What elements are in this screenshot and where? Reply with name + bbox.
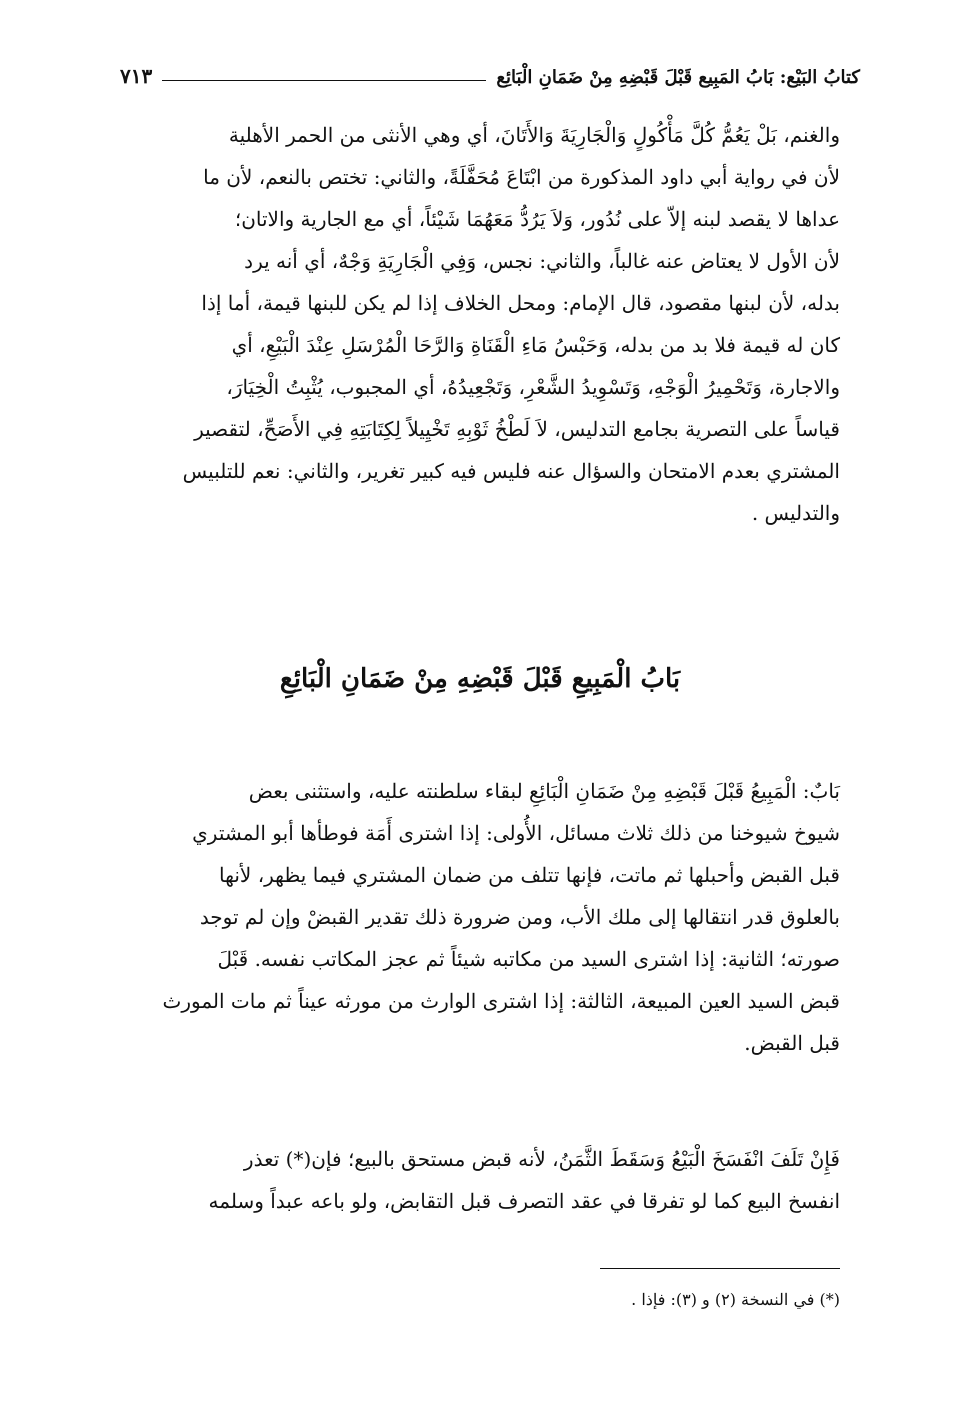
text-line: والتدليس . bbox=[751, 501, 840, 525]
text-line: قبل القبض وأحبلها ثم ماتت، فإنها تتلف من ضمان المشتري فيما يظهر، لأنها bbox=[219, 863, 840, 887]
text-line: بالعلوق قدر انتقالها إلى ملك الأب، ومن ضرورة ذلك تقدير القبضْ وإن لم توجد bbox=[199, 905, 840, 929]
text-line: لأن في رواية أبي داود المذكورة من ابْتَاعَ مُحَفَّلَةً، والثاني: تختص بالنعم، لأن ما bbox=[203, 165, 840, 189]
text-line: بَابٌ: الْمَبِيعُ قَبْلَ قَبْضِهِ مِنْ ضَمَانِ الْبَائِعِ لبقاء سلطنته عليه، واستثنى بعض bbox=[248, 779, 840, 803]
header-rule bbox=[162, 80, 486, 81]
text-line: قياساً على التصرية بجامع التدليس، لاَ لَطْخُ ثَوْبِهِ تَخْيِيلاً لِكِتَابَتِهِ فِي الأَصَحِّ، لتقصير bbox=[194, 417, 840, 441]
footnote-rule bbox=[600, 1268, 840, 1269]
paragraph-commentary bbox=[120, 114, 840, 534]
text-line: انفسخ البيع كما لو تفرقا في عقد التصرف قبل التقابض، ولو باعه عبداً وسلمه bbox=[208, 1189, 840, 1213]
text-line: والغنم، بَلْ يَعُمُّ كُلَّ مَأْكُولٍ وَالْجَارِيَةَ وَالأَتَانَ، أي وهي الأنثى من الحمر الأهلية bbox=[228, 123, 840, 147]
text-line: قبض السيد العين المبيعة، الثالثة: إذا اشترى الوارث من مورثه عيناً ثم مات المورث bbox=[162, 989, 840, 1013]
text-line: كان له قيمة فلا بد من بدله، وَحَبْسُ مَاءِ الْقَنَاةِ وَالرَّحَا الْمُرْسَلِ عِنْدَ الْبَيْعِ، أي bbox=[231, 333, 840, 357]
text-line: بدله، لأن لبنها مقصود، قال الإمام: ومحل الخلاف إذا لم يكن للبنها قيمة، أما إذا bbox=[201, 291, 840, 315]
text-line: صورته؛ الثانية: إذا اشترى السيد من مكاتبه شيئاً ثم عجز المكاتب نفسه. قَبْلَ bbox=[217, 947, 840, 971]
text-line: لأن الأول لا يعتاض عنه غالباً، والثاني: نجس، وَفِي الْجَارِيَةِ وَجْهٌ، أي أنه يرد bbox=[244, 249, 840, 273]
text-line: عداها لا يقصد لبنه إلاّ على نُدُور، وَلاَ يَرُدُّ مَعَهُمَا شَيْئاً، أي مع الجارية والاتان؛ bbox=[234, 207, 840, 231]
text-line: شيوخ شيوخنا من ذلك ثلاث مسائل، الأُولى: إذا اشترى أَمَة فوطأها أبو المشتري bbox=[192, 821, 840, 845]
section-heading: بَابُ الْمَبِيعِ قَبْلَ قَبْضِهِ مِنْ ضَمَانِ الْبَائِعِ bbox=[279, 664, 681, 694]
text-line: المشتري بعدم الامتحان والسؤال عنه فليس فيه كبير تغرير، والثاني: نعم للتلبيس bbox=[182, 459, 840, 483]
text-line: والاجارة، وَتَحْمِيرُ الْوَجْهِ، وَتَسْوِيدُ الشَّعْرِ، وَتَجْعِيدُهُ، أي المجبوب، يُثْبِتُ الْخِيَارَ، bbox=[226, 375, 840, 399]
paragraph-continuation bbox=[120, 1138, 840, 1222]
running-title: كتابُ البَيْع: بَابُ المَبِيع قَبْلَ قَبْضِهِ مِنْ ضَمَانِ الْبَائِع bbox=[496, 67, 860, 88]
text-line: قبل القبض. bbox=[744, 1031, 840, 1055]
paragraph-chapter-opening bbox=[120, 770, 840, 1064]
page-number: ٧١٣ bbox=[120, 64, 153, 88]
footnote: (*) في النسخة (٢) و (٣): فإذا . bbox=[631, 1290, 840, 1309]
text-line: فَإِنْ تَلَفَ انْفَسَخَ الْبَيْعُ وَسَقَطَ الثَّمَنُ، لأنه قبض مستحق بالبيع؛ فإن(*) تعذر bbox=[243, 1147, 840, 1171]
running-header bbox=[120, 44, 860, 88]
